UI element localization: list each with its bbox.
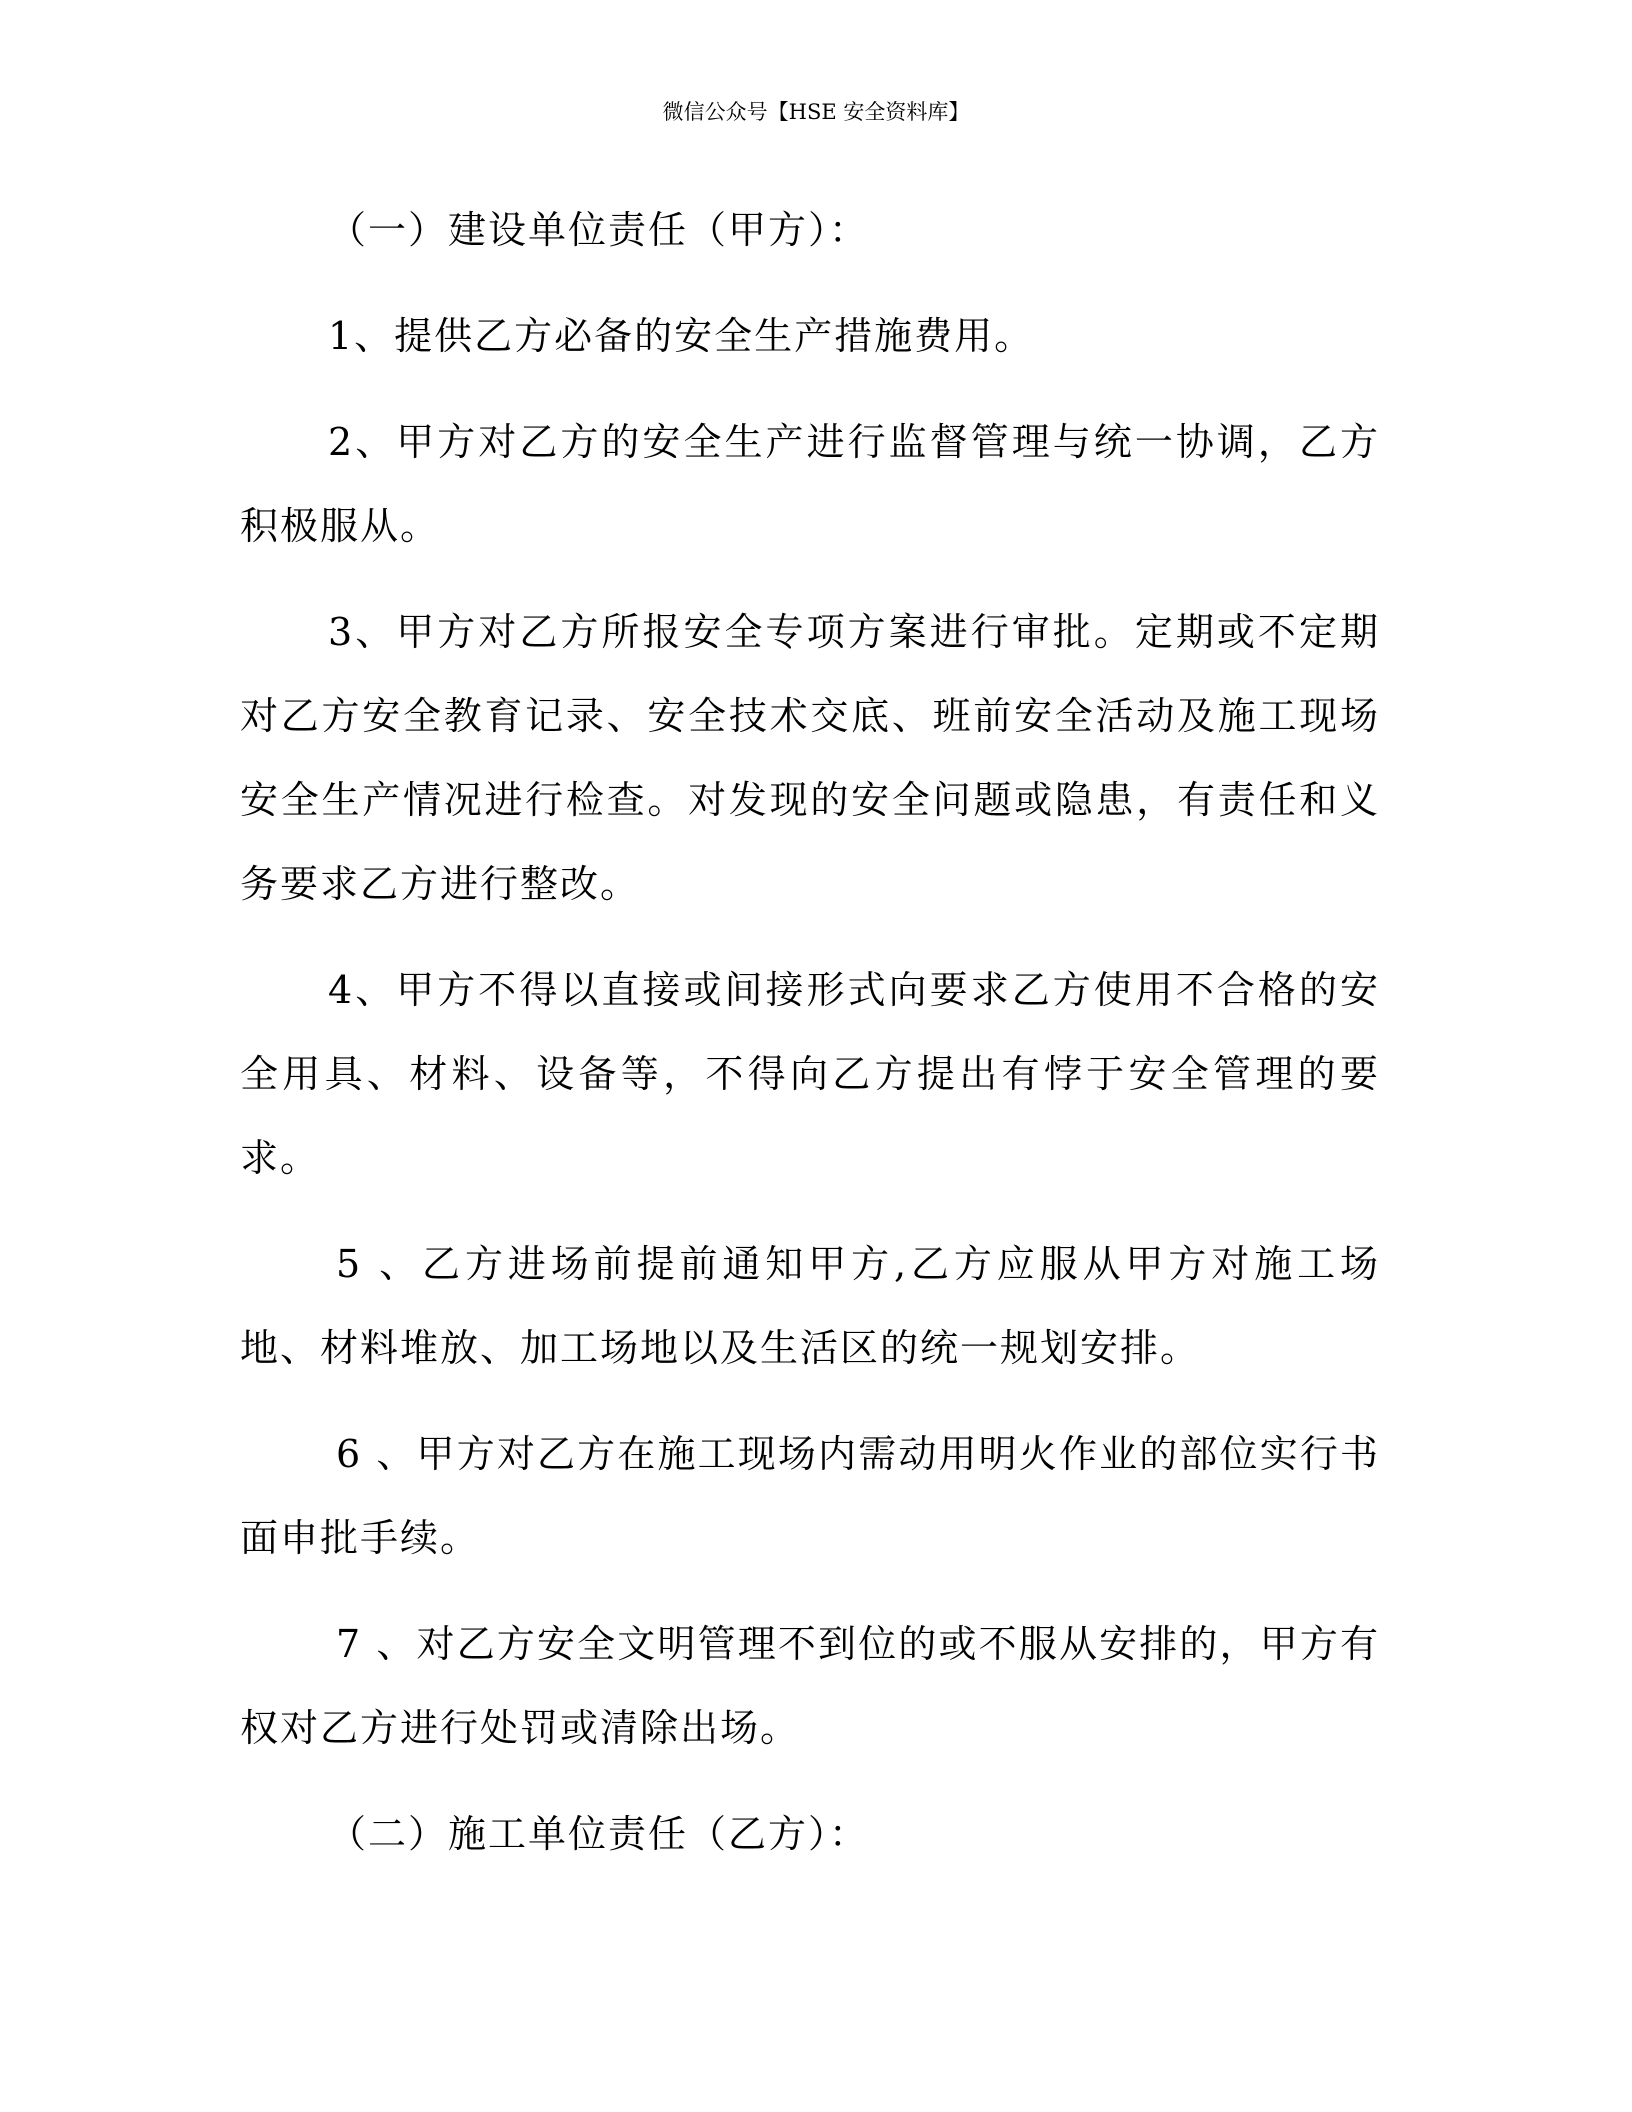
section-heading-owner: （一）建设单位责任（甲方）：	[328, 208, 870, 252]
clause-6: 6 、甲方对乙方在施工现场内需动用明火作业的部位实行书面申批手续。	[240, 1432, 1380, 1560]
clause-5: 5 、乙方进场前提前通知甲方,乙方应服从甲方对施工场地、材料堆放、加工场地以及生活区的统一规划安排。	[240, 1242, 1380, 1370]
page-header: 微信公众号【HSE 安全资料库】	[662, 100, 970, 124]
clause-7: 7 、对乙方安全文明管理不到位的或不服从安排的，甲方有权对乙方进行处罚或清除出场。	[240, 1622, 1380, 1750]
clause-1: 1、提供乙方必备的安全生产措施费用。	[328, 314, 1035, 358]
section-heading-contractor: （二）施工单位责任（乙方）：	[328, 1812, 870, 1856]
clause-2: 2、甲方对乙方的安全生产进行监督管理与统一协调，乙方积极服从。	[240, 420, 1380, 548]
document-body	[240, 188, 1380, 1898]
clause-4: 4、甲方不得以直接或间接形式向要求乙方使用不合格的安全用具、材料、设备等，不得向乙方提出有悖于安全管理的要求。	[240, 968, 1380, 1180]
clause-3: 3、甲方对乙方所报安全专项方案进行审批。定期或不定期对乙方安全教育记录、安全技术交底、班前安全活动及施工现场安全生产情况进行检查。对发现的安全问题或隐患，有责任和义务要求乙方进行整改。	[240, 610, 1380, 906]
